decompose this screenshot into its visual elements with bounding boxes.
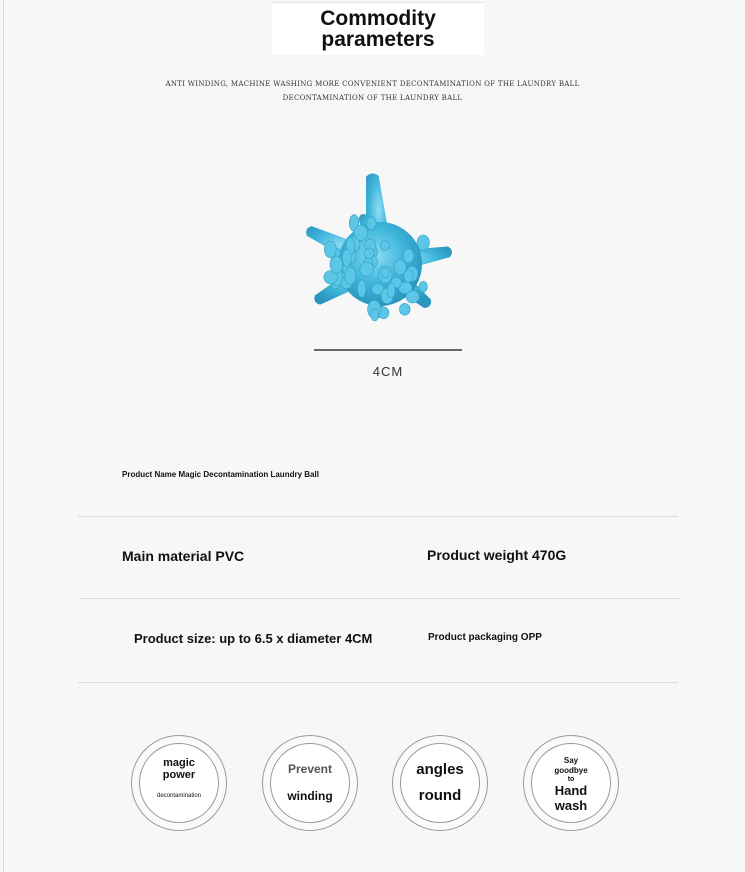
feature-text: goodbye	[554, 766, 588, 775]
feature-say-goodbye-hand-wash	[523, 735, 619, 831]
feature-circle-inner	[139, 743, 219, 823]
ball-nub	[380, 240, 389, 250]
subtitle-line2: DECONTAMINATION OF THE LAUNDRY BALL	[282, 94, 463, 102]
ball-nub	[419, 281, 427, 292]
ball-nub	[404, 270, 413, 282]
ball-nub	[417, 235, 429, 250]
ball-nub	[367, 217, 377, 230]
feature-circle-inner	[531, 743, 611, 823]
page-title-line2: parameters	[321, 28, 435, 51]
ball-nub	[406, 291, 419, 303]
feature-circle-inner	[400, 743, 480, 823]
ball-nub	[381, 268, 389, 278]
feature-text: winding	[287, 789, 333, 803]
ball-nub	[400, 303, 411, 315]
feature-text: power	[162, 769, 196, 781]
feature-text: decontamination	[156, 793, 202, 799]
ball-nub	[364, 248, 374, 259]
feature-angles-round	[392, 735, 488, 831]
frame-border	[3, 0, 4, 872]
size-measure-line	[314, 349, 462, 351]
product-size: Product size: up to 6.5 x diameter 4CM	[134, 631, 373, 646]
feature-circle-inner	[270, 743, 350, 823]
ball-nub	[342, 250, 351, 267]
feature-text: Say	[563, 756, 579, 765]
feature-text: to	[567, 776, 575, 783]
title-box	[272, 2, 484, 55]
ball-nub	[330, 256, 343, 273]
product-packaging: Product packaging OPP	[428, 632, 542, 643]
divider-1	[78, 516, 678, 517]
ball-nub	[324, 241, 336, 258]
feature-text: Prevent	[287, 762, 333, 776]
ball-nub	[358, 280, 366, 297]
ball-nub	[345, 267, 356, 284]
page-title-line1: Commodity	[320, 7, 436, 30]
feature-magic-power	[131, 735, 227, 831]
feature-text: round	[418, 787, 462, 804]
feature-text: magic	[163, 757, 195, 769]
ball-nub	[403, 249, 414, 263]
feature-text: angles	[416, 761, 464, 778]
feature-text: Hand	[554, 783, 588, 798]
divider-3	[78, 682, 678, 683]
size-measure-label: 4CM	[372, 364, 404, 379]
divider-2	[80, 598, 680, 599]
laundry-ball-image	[290, 168, 470, 348]
ball-nub	[387, 283, 395, 298]
subtitle-line1: ANTI WINDING, MACHINE WASHING MORE CONVENIENT DECONTAMINATION OF THE LAUNDRY BALL	[165, 80, 580, 88]
ball-nub	[371, 308, 379, 321]
ball-nub	[360, 262, 374, 276]
ball-nub	[354, 225, 367, 240]
main-material: Main material PVC	[122, 548, 245, 564]
feature-text: wash	[554, 798, 588, 813]
product-name: Product Name Magic Decontamination Laundry Ball	[122, 470, 319, 479]
feature-prevent-winding	[262, 735, 358, 831]
product-weight: Product weight 470G	[427, 547, 567, 563]
